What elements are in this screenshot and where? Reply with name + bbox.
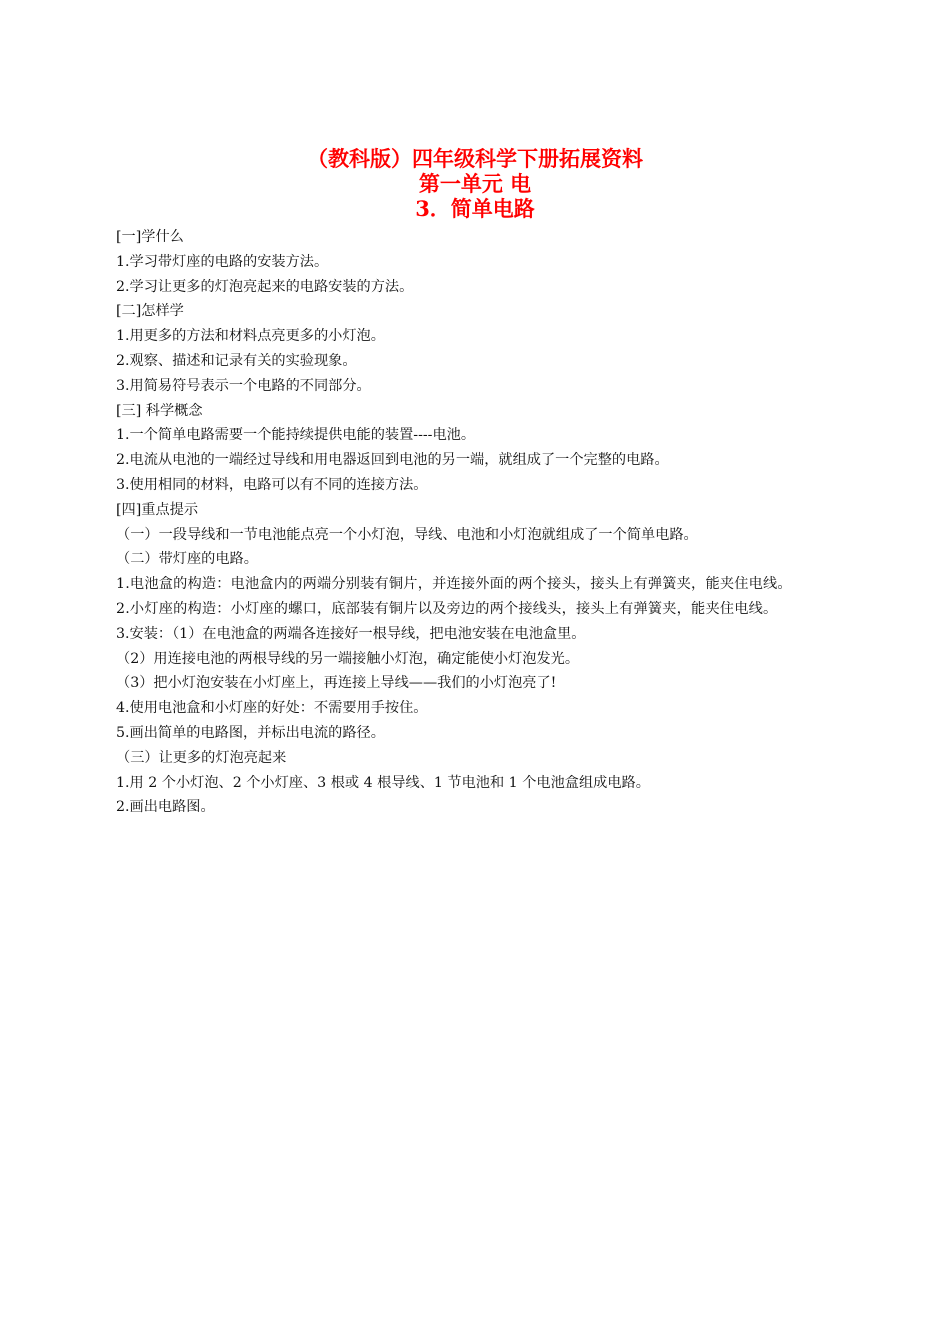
section-heading-3: [三] 科学概念 (116, 402, 203, 419)
lesson-title: 3．简单电路 (415, 196, 535, 221)
text-line: 2.画出电路图。 (116, 799, 215, 816)
text-line: 3.安装：（1）在电池盒的两端各连接好一根导线，把电池安装在电池盒里。 (116, 625, 586, 642)
section-heading-4: [四]重点提示 (116, 501, 199, 518)
text-line: 4.使用电池盒和小灯座的好处：不需要用手按住。 (116, 700, 428, 717)
section-heading-1: [一]学什么 (116, 229, 184, 245)
text-line: 2.学习让更多的灯泡亮起来的电路安装的方法。 (116, 278, 414, 295)
text-line: （3）把小灯泡安装在小灯座上，再连接上导线——我们的小灯泡亮了! (116, 675, 557, 692)
text-paragraph: 2.小灯座的构造：小灯座的螺口，底部装有铜片以及旁边的两个接线头，接头上有弹簧夹，能夹住电线。 (116, 600, 778, 617)
document-body (116, 225, 838, 820)
text-line: 1.用 2 个小灯泡、2 个小灯座、3 根或 4 根导线、1 节电池和 1 个电池盒组成电路。 (116, 774, 650, 791)
text-line: 2.电流从电池的一端经过导线和用电器返回到电池的另一端，就组成了一个完整的电路。 (116, 452, 669, 469)
text-paragraph: 1.电池盒的构造：电池盒内的两端分别装有铜片，并连接外面的两个接头，接头上有弹簧夹，能夹住电线。 (116, 576, 792, 593)
text-line: 3.用简易符号表示一个电路的不同部分。 (116, 377, 371, 394)
text-line: （一）一段导线和一节电池能点亮一个小灯泡，导线、电池和小灯泡就组成了一个简单电路。 (116, 526, 698, 543)
text-line: 2.观察、描述和记录有关的实验现象。 (116, 352, 357, 369)
document-title: （教科版）四年级科学下册拓展资料 (307, 146, 643, 171)
text-line: 1.用更多的方法和材料点亮更多的小灯泡。 (116, 328, 385, 345)
text-line: 5.画出简单的电路图，并标出电流的路径。 (116, 724, 385, 741)
subsection-heading: （二）带灯座的电路。 (116, 551, 258, 568)
subsection-heading: （三）让更多的灯泡亮起来 (116, 749, 287, 766)
text-line: 1.学习带灯座的电路的安装方法。 (116, 253, 329, 270)
text-line: 3.使用相同的材料，电路可以有不同的连接方法。 (116, 476, 428, 493)
title-block (0, 146, 950, 221)
text-line: 1.一个简单电路需要一个能持续提供电能的装置----电池。 (116, 427, 476, 444)
text-line: （2）用连接电池的两根导线的另一端接触小灯泡，确定能使小灯泡发光。 (116, 650, 580, 667)
unit-title: 第一单元 电 (418, 171, 532, 196)
section-heading-2: [二]怎样学 (116, 303, 184, 320)
